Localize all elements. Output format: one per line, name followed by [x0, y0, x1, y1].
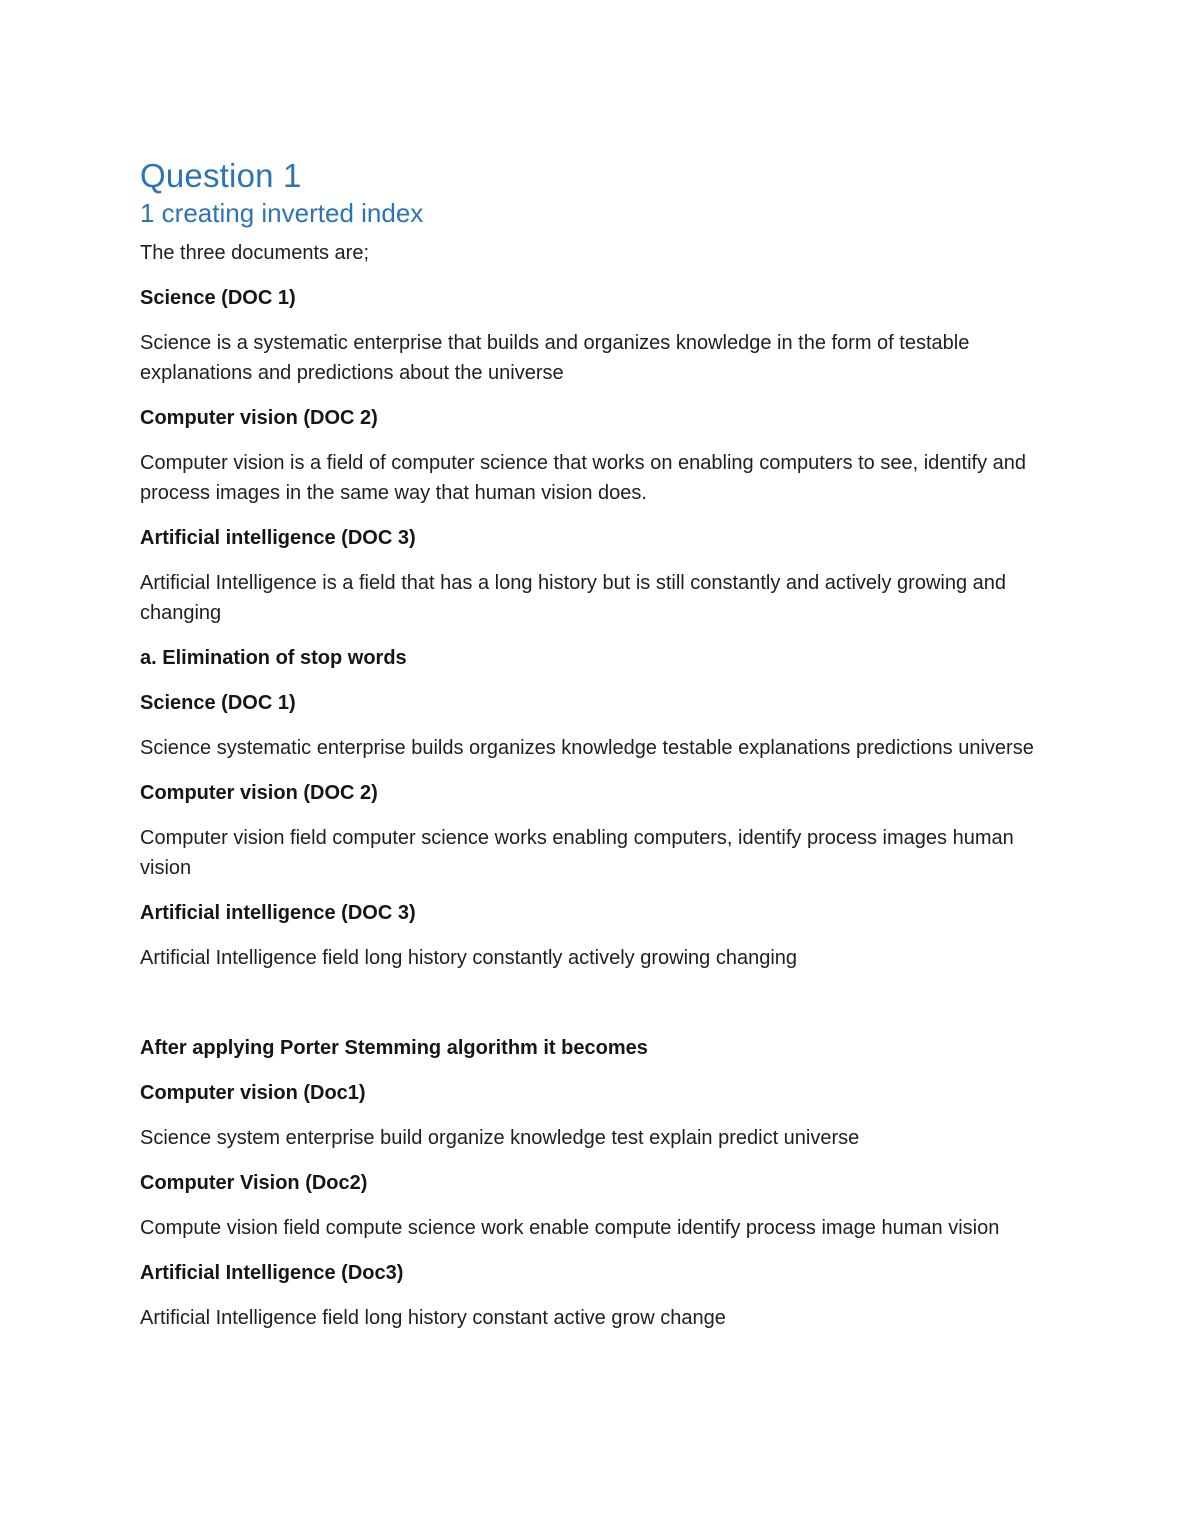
page-subtitle: 1 creating inverted index	[140, 198, 424, 228]
doc3-heading: Artificial intelligence (DOC 3)	[140, 527, 416, 549]
stopwords-doc3-heading: Artificial intelligence (DOC 3)	[140, 902, 416, 924]
doc2-text: Computer vision is a field of computer science that works on enabling computers to see, identify and process images in the same way that human vision does.	[140, 452, 1027, 504]
stemming-section-heading: After applying Porter Stemming algorithm it becomes	[140, 1037, 648, 1059]
document-content	[140, 156, 1035, 1333]
stopwords-section-heading: a. Elimination of stop words	[140, 647, 407, 669]
stopwords-doc1-text: Science systematic enterprise builds organizes knowledge testable explanations predictions universe	[140, 737, 1034, 759]
doc2-heading: Computer vision (DOC 2)	[140, 407, 378, 429]
stopwords-doc1-heading: Science (DOC 1)	[140, 692, 296, 714]
stemming-doc3-heading: Artificial Intelligence (Doc3)	[140, 1262, 404, 1284]
page-title: Question 1	[140, 157, 302, 194]
stemming-doc2-heading: Computer Vision (Doc2)	[140, 1172, 368, 1194]
stopwords-doc2-text: Computer vision field computer science works enabling computers, identify process images human vision	[140, 827, 1014, 879]
empty-paragraph	[140, 988, 1035, 1018]
doc3-text: Artificial Intelligence is a field that has a long history but is still constantly and actively growing and changing	[140, 572, 1007, 624]
stopwords-doc2-heading: Computer vision (DOC 2)	[140, 782, 378, 804]
stemming-doc2-text: Compute vision field compute science work enable compute identify process image human vision	[140, 1217, 1000, 1239]
stopwords-doc3-text: Artificial Intelligence field long history constantly actively growing changing	[140, 947, 798, 969]
stemming-doc1-heading: Computer vision (Doc1)	[140, 1082, 366, 1104]
stemming-doc3-text: Artificial Intelligence field long history constant active grow change	[140, 1307, 726, 1329]
doc1-heading: Science (DOC 1)	[140, 287, 296, 309]
stemming-doc1-text: Science system enterprise build organize knowledge test explain predict universe	[140, 1127, 860, 1149]
intro-text: The three documents are;	[140, 242, 370, 264]
doc1-text: Science is a systematic enterprise that builds and organizes knowledge in the form of testable explanations and predictions about the universe	[140, 332, 970, 384]
